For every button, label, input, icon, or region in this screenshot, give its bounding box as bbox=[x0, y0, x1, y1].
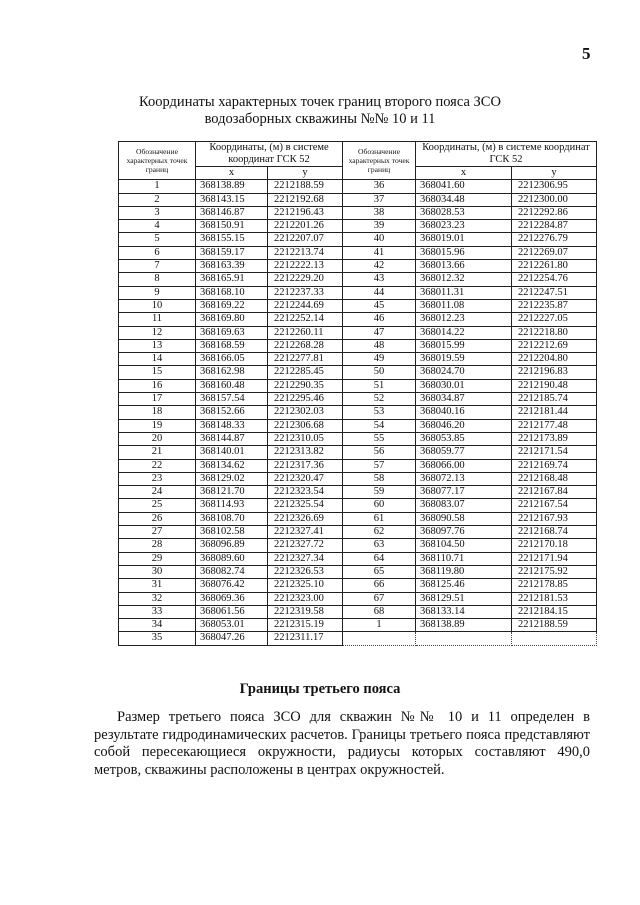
x-coordinate-right: 368019.01 bbox=[416, 233, 512, 246]
y-coordinate-left: 2212323.54 bbox=[268, 486, 343, 499]
y-coordinate-right: 2212185.74 bbox=[512, 393, 597, 406]
y-coordinate-right: 2212190.48 bbox=[512, 379, 597, 392]
y-coordinate-right: 2212170.18 bbox=[512, 539, 597, 552]
y-coordinate-right: 2212168.74 bbox=[512, 526, 597, 539]
point-number-right: 38 bbox=[343, 206, 416, 219]
y-coordinate-left: 2212327.41 bbox=[268, 526, 343, 539]
y-coordinate-left: 2212229.20 bbox=[268, 273, 343, 286]
table-row bbox=[119, 472, 597, 485]
point-number-left: 35 bbox=[119, 632, 196, 645]
point-number-left: 10 bbox=[119, 299, 196, 312]
x-coordinate-left: 368160.48 bbox=[196, 379, 268, 392]
y-coordinate-left: 2212213.74 bbox=[268, 246, 343, 259]
y-coordinate-right: 2212235.87 bbox=[512, 299, 597, 312]
x-coordinate-left: 368082.74 bbox=[196, 565, 268, 578]
x-coordinate-right: 368011.08 bbox=[416, 299, 512, 312]
y-coordinate-right: 2212184.15 bbox=[512, 605, 597, 618]
y-coordinate-right: 2212167.84 bbox=[512, 486, 597, 499]
section-heading: Границы третьего пояса bbox=[239, 681, 401, 697]
y-coordinate-left: 2212260.11 bbox=[268, 326, 343, 339]
y-coordinate-right: 2212181.44 bbox=[512, 406, 597, 419]
x-coordinate-left: 368162.98 bbox=[196, 366, 268, 379]
y-coordinate-left: 2212295.46 bbox=[268, 393, 343, 406]
point-number-right: 53 bbox=[343, 406, 416, 419]
header-y-left: y bbox=[268, 167, 343, 180]
x-coordinate-left: 368061.56 bbox=[196, 605, 268, 618]
table-row bbox=[119, 565, 597, 578]
y-coordinate-right: 2212269.07 bbox=[512, 246, 597, 259]
point-number-right: 45 bbox=[343, 299, 416, 312]
x-coordinate-right: 368012.23 bbox=[416, 313, 512, 326]
point-number-right: 46 bbox=[343, 313, 416, 326]
point-number-right: 61 bbox=[343, 512, 416, 525]
y-coordinate-left: 2212306.68 bbox=[268, 419, 343, 432]
y-coordinate-left: 2212326.69 bbox=[268, 512, 343, 525]
point-number-left: 28 bbox=[119, 539, 196, 552]
table-row bbox=[119, 459, 597, 472]
point-number-left: 12 bbox=[119, 326, 196, 339]
y-coordinate-right: 2212227.05 bbox=[512, 313, 597, 326]
coordinates-table-body bbox=[119, 180, 597, 645]
point-number-left: 30 bbox=[119, 565, 196, 578]
point-number-left: 8 bbox=[119, 273, 196, 286]
x-coordinate-left: 368168.59 bbox=[196, 339, 268, 352]
table-row bbox=[119, 512, 597, 525]
y-coordinate-right: 2212204.80 bbox=[512, 353, 597, 366]
y-coordinate-left: 2212222.13 bbox=[268, 260, 343, 273]
table-row bbox=[119, 220, 597, 233]
x-coordinate-right: 368097.76 bbox=[416, 526, 512, 539]
table-row bbox=[119, 393, 597, 406]
point-number-left: 20 bbox=[119, 432, 196, 445]
y-coordinate-right: 2212168.48 bbox=[512, 472, 597, 485]
x-coordinate-right: 368077.17 bbox=[416, 486, 512, 499]
table-row bbox=[119, 326, 597, 339]
x-coordinate-right: 368041.60 bbox=[416, 180, 512, 193]
x-coordinate-right: 368083.07 bbox=[416, 499, 512, 512]
table-row bbox=[119, 619, 597, 632]
point-number-right: 67 bbox=[343, 592, 416, 605]
x-coordinate-left: 368089.60 bbox=[196, 552, 268, 565]
x-coordinate-left: 368096.89 bbox=[196, 539, 268, 552]
y-coordinate-right: 2212171.94 bbox=[512, 552, 597, 565]
x-coordinate-right: 368138.89 bbox=[416, 619, 512, 632]
y-coordinate-right: 2212284.87 bbox=[512, 220, 597, 233]
header-x-left: x bbox=[196, 167, 268, 180]
x-coordinate-left: 368143.15 bbox=[196, 193, 268, 206]
y-coordinate-right: 2212178.85 bbox=[512, 579, 597, 592]
point-number-right: 58 bbox=[343, 472, 416, 485]
x-coordinate-right: 368125.46 bbox=[416, 579, 512, 592]
y-coordinate-left: 2212325.54 bbox=[268, 499, 343, 512]
y-coordinate-left: 2212277.81 bbox=[268, 353, 343, 366]
y-coordinate-left: 2212268.28 bbox=[268, 339, 343, 352]
point-number-left: 19 bbox=[119, 419, 196, 432]
x-coordinate-left: 368169.63 bbox=[196, 326, 268, 339]
point-number-right: 1 bbox=[343, 619, 416, 632]
x-coordinate-right: 368012.32 bbox=[416, 273, 512, 286]
x-coordinate-left: 368076.42 bbox=[196, 579, 268, 592]
coordinates-table bbox=[118, 141, 597, 646]
point-number-left: 6 bbox=[119, 246, 196, 259]
y-coordinate-left: 2212302.03 bbox=[268, 406, 343, 419]
point-number-left: 13 bbox=[119, 339, 196, 352]
point-number-left: 17 bbox=[119, 393, 196, 406]
point-number-right: 51 bbox=[343, 379, 416, 392]
x-coordinate-left: 368163.39 bbox=[196, 260, 268, 273]
point-number-left: 1 bbox=[119, 180, 196, 193]
x-coordinate-right: 368015.99 bbox=[416, 339, 512, 352]
x-coordinate-right: 368023.23 bbox=[416, 220, 512, 233]
x-coordinate-left: 368053.01 bbox=[196, 619, 268, 632]
y-coordinate-right: 2212212.69 bbox=[512, 339, 597, 352]
page-number: 5 bbox=[582, 44, 591, 63]
table-row bbox=[119, 406, 597, 419]
y-coordinate-right: 2212292.86 bbox=[512, 206, 597, 219]
table-row bbox=[119, 592, 597, 605]
y-coordinate-left: 2212188.59 bbox=[268, 180, 343, 193]
x-coordinate-left: 368152.66 bbox=[196, 406, 268, 419]
x-coordinate-right: 368034.48 bbox=[416, 193, 512, 206]
x-coordinate-left: 368157.54 bbox=[196, 393, 268, 406]
point-number-left: 25 bbox=[119, 499, 196, 512]
x-coordinate-right: 368046.20 bbox=[416, 419, 512, 432]
table-row bbox=[119, 246, 597, 259]
x-coordinate-left: 368121.70 bbox=[196, 486, 268, 499]
x-coordinate-right: 368015.96 bbox=[416, 246, 512, 259]
y-coordinate-right: 2212175.92 bbox=[512, 565, 597, 578]
section-paragraph: Размер третьего пояса ЗСО для скважин №№ 10 и 11 определен в результате гидродинамических расчетов. Границы третьего пояса представляют собой пересекающиеся окружности, радиусы которых составляют 490,0 метров, скважины расположены в центрах окружностей. bbox=[94, 709, 590, 779]
table-title bbox=[0, 94, 640, 128]
point-number-left: 15 bbox=[119, 366, 196, 379]
point-number-left: 14 bbox=[119, 353, 196, 366]
table-row bbox=[119, 579, 597, 592]
table-row bbox=[119, 605, 597, 618]
point-number-right: 43 bbox=[343, 273, 416, 286]
point-number-right: 59 bbox=[343, 486, 416, 499]
point-number-left: 9 bbox=[119, 286, 196, 299]
y-coordinate-left: 2212237.33 bbox=[268, 286, 343, 299]
header-y-right: y bbox=[512, 167, 597, 180]
point-number-right: 47 bbox=[343, 326, 416, 339]
x-coordinate-left: 368102.58 bbox=[196, 526, 268, 539]
point-number-left: 11 bbox=[119, 313, 196, 326]
y-coordinate-left: 2212327.34 bbox=[268, 552, 343, 565]
x-coordinate-left: 368069.36 bbox=[196, 592, 268, 605]
point-number-right: 41 bbox=[343, 246, 416, 259]
table-title-line-2: водозаборных скважины №№ 10 и 11 bbox=[204, 111, 436, 127]
x-coordinate-left: 368159.17 bbox=[196, 246, 268, 259]
y-coordinate-left: 2212252.14 bbox=[268, 313, 343, 326]
table-row bbox=[119, 233, 597, 246]
table-title-line-1: Координаты характерных точек границ второго пояса ЗСО bbox=[139, 94, 501, 110]
point-number-right: 55 bbox=[343, 432, 416, 445]
table-row bbox=[119, 286, 597, 299]
point-number-left: 7 bbox=[119, 260, 196, 273]
x-coordinate-right: 368129.51 bbox=[416, 592, 512, 605]
table-row bbox=[119, 539, 597, 552]
header-point-label-left: Обозначение характерных точек границ bbox=[119, 142, 196, 180]
table-row bbox=[119, 499, 597, 512]
y-coordinate-left: 2212311.17 bbox=[268, 632, 343, 645]
y-coordinate-left: 2212313.82 bbox=[268, 446, 343, 459]
point-number-right: 64 bbox=[343, 552, 416, 565]
table-row bbox=[119, 632, 597, 645]
point-number-right: 65 bbox=[343, 565, 416, 578]
header-point-label-right: Обозначение характерных точек границ bbox=[343, 142, 416, 180]
x-coordinate-left: 368155.15 bbox=[196, 233, 268, 246]
x-coordinate-right: 368019.59 bbox=[416, 353, 512, 366]
x-coordinate-left: 368150.91 bbox=[196, 220, 268, 233]
x-coordinate-left: 368134.62 bbox=[196, 459, 268, 472]
y-coordinate-left: 2212290.35 bbox=[268, 379, 343, 392]
y-coordinate-right: 2212188.59 bbox=[512, 619, 597, 632]
table-row bbox=[119, 193, 597, 206]
point-number-left: 18 bbox=[119, 406, 196, 419]
x-coordinate-right: 368090.58 bbox=[416, 512, 512, 525]
point-number-right: 39 bbox=[343, 220, 416, 233]
y-coordinate-right: 2212177.48 bbox=[512, 419, 597, 432]
point-number-left: 23 bbox=[119, 472, 196, 485]
header-x-right: x bbox=[416, 167, 512, 180]
x-coordinate-right: 368119.80 bbox=[416, 565, 512, 578]
point-number-right: 42 bbox=[343, 260, 416, 273]
point-number-right: 63 bbox=[343, 539, 416, 552]
table-row bbox=[119, 486, 597, 499]
x-coordinate-right: 368014.22 bbox=[416, 326, 512, 339]
y-coordinate-right: 2212218.80 bbox=[512, 326, 597, 339]
x-coordinate-left: 368108.70 bbox=[196, 512, 268, 525]
point-number-left: 32 bbox=[119, 592, 196, 605]
table-row bbox=[119, 432, 597, 445]
y-coordinate-left: 2212327.72 bbox=[268, 539, 343, 552]
point-number-left: 2 bbox=[119, 193, 196, 206]
point-number-left: 16 bbox=[119, 379, 196, 392]
point-number-left: 24 bbox=[119, 486, 196, 499]
point-number-right: 56 bbox=[343, 446, 416, 459]
y-coordinate-right: 2212276.79 bbox=[512, 233, 597, 246]
table-row bbox=[119, 366, 597, 379]
x-coordinate-right: 368028.53 bbox=[416, 206, 512, 219]
x-coordinate-right: 368133.14 bbox=[416, 605, 512, 618]
table-row bbox=[119, 339, 597, 352]
y-coordinate-right bbox=[512, 632, 597, 645]
x-coordinate-right: 368104.50 bbox=[416, 539, 512, 552]
point-number-right: 40 bbox=[343, 233, 416, 246]
point-number-right: 68 bbox=[343, 605, 416, 618]
y-coordinate-right: 2212169.74 bbox=[512, 459, 597, 472]
y-coordinate-left: 2212325.10 bbox=[268, 579, 343, 592]
header-coord-group-right: Координаты, (м) в системе координат ГСК 52 bbox=[416, 142, 597, 167]
x-coordinate-right: 368072.13 bbox=[416, 472, 512, 485]
point-number-right: 44 bbox=[343, 286, 416, 299]
y-coordinate-left: 2212196.43 bbox=[268, 206, 343, 219]
x-coordinate-right: 368053.85 bbox=[416, 432, 512, 445]
y-coordinate-right: 2212306.95 bbox=[512, 180, 597, 193]
y-coordinate-left: 2212207.07 bbox=[268, 233, 343, 246]
point-number-left: 21 bbox=[119, 446, 196, 459]
y-coordinate-left: 2212326.53 bbox=[268, 565, 343, 578]
x-coordinate-left: 368140.01 bbox=[196, 446, 268, 459]
point-number-right: 52 bbox=[343, 393, 416, 406]
y-coordinate-right: 2212181.53 bbox=[512, 592, 597, 605]
y-coordinate-left: 2212310.05 bbox=[268, 432, 343, 445]
point-number-left: 5 bbox=[119, 233, 196, 246]
table-row bbox=[119, 446, 597, 459]
y-coordinate-right: 2212171.54 bbox=[512, 446, 597, 459]
point-number-left: 3 bbox=[119, 206, 196, 219]
point-number-left: 33 bbox=[119, 605, 196, 618]
x-coordinate-left: 368146.87 bbox=[196, 206, 268, 219]
table-row bbox=[119, 273, 597, 286]
y-coordinate-left: 2212192.68 bbox=[268, 193, 343, 206]
y-coordinate-left: 2212315.19 bbox=[268, 619, 343, 632]
x-coordinate-right bbox=[416, 632, 512, 645]
point-number-left: 34 bbox=[119, 619, 196, 632]
point-number-right: 54 bbox=[343, 419, 416, 432]
x-coordinate-left: 368144.87 bbox=[196, 432, 268, 445]
table-row bbox=[119, 260, 597, 273]
y-coordinate-right: 2212173.89 bbox=[512, 432, 597, 445]
point-number-right: 37 bbox=[343, 193, 416, 206]
point-number-right: 36 bbox=[343, 180, 416, 193]
y-coordinate-right: 2212300.00 bbox=[512, 193, 597, 206]
x-coordinate-left: 368165.91 bbox=[196, 273, 268, 286]
y-coordinate-left: 2212244.69 bbox=[268, 299, 343, 312]
point-number-left: 22 bbox=[119, 459, 196, 472]
x-coordinate-left: 368169.80 bbox=[196, 313, 268, 326]
x-coordinate-left: 368148.33 bbox=[196, 419, 268, 432]
point-number-right: 57 bbox=[343, 459, 416, 472]
table-row bbox=[119, 206, 597, 219]
table-row bbox=[119, 552, 597, 565]
y-coordinate-left: 2212201.26 bbox=[268, 220, 343, 233]
y-coordinate-left: 2212319.58 bbox=[268, 605, 343, 618]
point-number-right bbox=[343, 632, 416, 645]
x-coordinate-left: 368168.10 bbox=[196, 286, 268, 299]
x-coordinate-right: 368110.71 bbox=[416, 552, 512, 565]
table-row bbox=[119, 313, 597, 326]
x-coordinate-left: 368138.89 bbox=[196, 180, 268, 193]
x-coordinate-right: 368024.70 bbox=[416, 366, 512, 379]
x-coordinate-right: 368011.31 bbox=[416, 286, 512, 299]
x-coordinate-left: 368169.22 bbox=[196, 299, 268, 312]
x-coordinate-right: 368030.01 bbox=[416, 379, 512, 392]
table-row bbox=[119, 379, 597, 392]
point-number-left: 31 bbox=[119, 579, 196, 592]
header-coord-group-left: Координаты, (м) в системе координат ГСК 52 bbox=[196, 142, 343, 167]
x-coordinate-left: 368047.26 bbox=[196, 632, 268, 645]
y-coordinate-right: 2212261.80 bbox=[512, 260, 597, 273]
y-coordinate-right: 2212254.76 bbox=[512, 273, 597, 286]
table-row bbox=[119, 180, 597, 193]
point-number-right: 62 bbox=[343, 526, 416, 539]
point-number-left: 29 bbox=[119, 552, 196, 565]
y-coordinate-right: 2212167.54 bbox=[512, 499, 597, 512]
point-number-left: 4 bbox=[119, 220, 196, 233]
y-coordinate-right: 2212167.93 bbox=[512, 512, 597, 525]
point-number-right: 66 bbox=[343, 579, 416, 592]
point-number-left: 26 bbox=[119, 512, 196, 525]
y-coordinate-right: 2212196.83 bbox=[512, 366, 597, 379]
x-coordinate-right: 368013.66 bbox=[416, 260, 512, 273]
point-number-right: 50 bbox=[343, 366, 416, 379]
point-number-right: 48 bbox=[343, 339, 416, 352]
y-coordinate-left: 2212317.36 bbox=[268, 459, 343, 472]
y-coordinate-left: 2212320.47 bbox=[268, 472, 343, 485]
y-coordinate-right: 2212247.51 bbox=[512, 286, 597, 299]
x-coordinate-right: 368059.77 bbox=[416, 446, 512, 459]
x-coordinate-left: 368129.02 bbox=[196, 472, 268, 485]
point-number-right: 60 bbox=[343, 499, 416, 512]
table-row bbox=[119, 526, 597, 539]
point-number-left: 27 bbox=[119, 526, 196, 539]
table-row bbox=[119, 419, 597, 432]
x-coordinate-left: 368166.05 bbox=[196, 353, 268, 366]
y-coordinate-left: 2212323.00 bbox=[268, 592, 343, 605]
x-coordinate-right: 368040.16 bbox=[416, 406, 512, 419]
x-coordinate-left: 368114.93 bbox=[196, 499, 268, 512]
table-row bbox=[119, 353, 597, 366]
table-row bbox=[119, 299, 597, 312]
x-coordinate-right: 368034.87 bbox=[416, 393, 512, 406]
y-coordinate-left: 2212285.45 bbox=[268, 366, 343, 379]
x-coordinate-right: 368066.00 bbox=[416, 459, 512, 472]
point-number-right: 49 bbox=[343, 353, 416, 366]
